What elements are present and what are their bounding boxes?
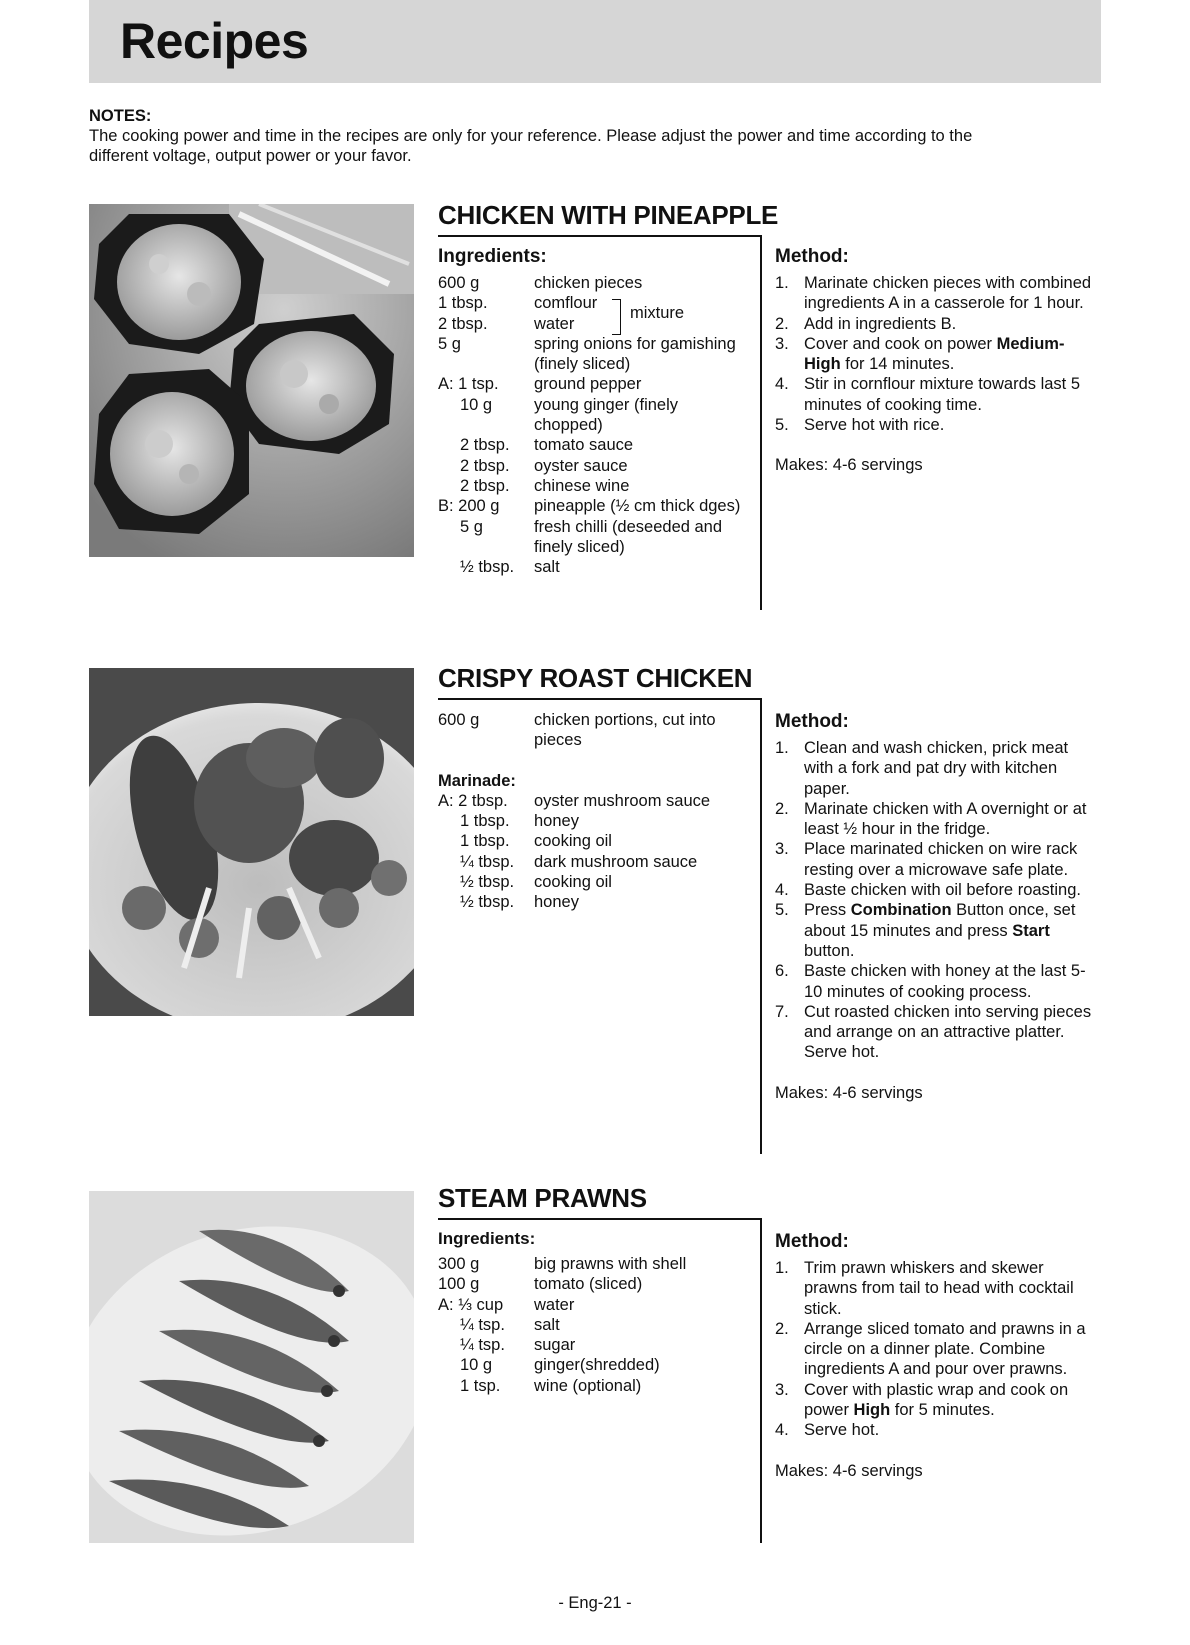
method-step bbox=[775, 1258, 1100, 1319]
ingredients-heading: Ingredients: bbox=[438, 1229, 536, 1248]
ingredient-name: oyster sauce bbox=[534, 456, 628, 475]
ingredient-qty: 2 tbsp. bbox=[460, 436, 510, 455]
servings-note: Makes: 4-6 servings bbox=[775, 1083, 923, 1102]
notes-heading: NOTES: bbox=[89, 107, 152, 125]
roast-chicken-column-divider bbox=[760, 698, 762, 1154]
method-list bbox=[775, 1258, 1100, 1441]
ingredient-name: tomato sauce bbox=[534, 436, 634, 455]
roast-chicken-photo bbox=[89, 668, 414, 1016]
ingredient-name: salt bbox=[534, 558, 560, 577]
method-step bbox=[775, 314, 1100, 334]
roast-chicken-title: CRISPY ROAST CHICKEN bbox=[438, 663, 753, 693]
ingredient-row bbox=[438, 892, 748, 912]
ingredient-name: chinese wine bbox=[534, 476, 630, 495]
step-text: Add in ingredients B. bbox=[804, 314, 957, 333]
ingredient-qty: 2 tbsp. bbox=[438, 314, 488, 333]
method-step bbox=[775, 1420, 1100, 1440]
method-list bbox=[775, 738, 1100, 1063]
ingredient-name: comflour bbox=[534, 294, 598, 313]
start-button-label: Start bbox=[1012, 921, 1050, 940]
chicken-pineapple-title-rule bbox=[438, 235, 762, 237]
ingredient-name: honey bbox=[534, 893, 579, 912]
ingredient-qty: 1 tbsp. bbox=[460, 812, 510, 831]
power-level: High bbox=[853, 1401, 891, 1420]
method-step bbox=[775, 334, 1100, 375]
ingredient-qty: ¼ tsp. bbox=[460, 1315, 505, 1334]
step-number: 3. bbox=[775, 1380, 789, 1399]
ingredient-qty: 600 g bbox=[438, 274, 480, 292]
step-text: Serve hot. bbox=[804, 1421, 880, 1440]
ingredient-name: fresh chilli (deseeded and finely sliced) bbox=[534, 517, 723, 556]
ingredient-row bbox=[438, 710, 748, 751]
ingredient-name: cooking oil bbox=[534, 873, 612, 892]
ingredient-row bbox=[438, 1295, 748, 1315]
steam-prawns-photo bbox=[89, 1191, 414, 1543]
ingredient-name: wine (optional) bbox=[534, 1376, 642, 1395]
ingredient-row bbox=[438, 1376, 748, 1396]
ingredient-name: water bbox=[534, 314, 575, 333]
step-text: Cover and cook on power Medium-High for 14 minutes. bbox=[804, 334, 1065, 374]
header-band bbox=[89, 0, 1101, 83]
ingredient-qty: 1 tsp. bbox=[460, 1376, 501, 1395]
ingredient-row bbox=[438, 496, 748, 516]
ingredient-row bbox=[438, 1355, 748, 1375]
ingredient-qty: 5 g bbox=[438, 334, 461, 353]
notes-text-line-1: The cooking power and time in the recipes are only for your reference. Please adjust the power and time according to the bbox=[89, 127, 973, 145]
method-heading: Method: bbox=[775, 711, 849, 732]
ingredient-name: ginger(shredded) bbox=[534, 1356, 660, 1375]
ingredient-row bbox=[438, 435, 748, 455]
method-step bbox=[775, 900, 1100, 961]
ingredient-row bbox=[438, 476, 748, 496]
step-text: Cut roasted chicken into serving pieces and arrange on an attractive platter. Serve hot. bbox=[804, 1002, 1092, 1062]
step-text: Cover with plastic wrap and cook on power High for 5 minutes. bbox=[804, 1380, 1069, 1420]
ingredient-row bbox=[438, 831, 748, 851]
steam-prawns-title-rule bbox=[438, 1218, 762, 1220]
ingredient-qty: A: 2 tbsp. bbox=[438, 791, 508, 810]
ingredient-qty: ½ tbsp. bbox=[460, 893, 515, 912]
ingredients-heading: Ingredients: bbox=[438, 246, 547, 267]
step-number: 1. bbox=[775, 739, 789, 757]
mixture-label: mixture bbox=[630, 304, 685, 323]
ingredient-name: ground pepper bbox=[534, 375, 642, 394]
servings-note: Makes: 4-6 servings bbox=[775, 456, 923, 475]
chicken-pineapple-column-divider bbox=[760, 235, 762, 610]
mixture-bracket bbox=[612, 299, 621, 335]
ingredient-row bbox=[438, 1254, 748, 1274]
step-number: 4. bbox=[775, 881, 789, 900]
ingredient-name: sugar bbox=[534, 1336, 576, 1355]
method-step bbox=[775, 415, 1100, 435]
method-step bbox=[775, 799, 1100, 840]
step-text: Clean and wash chicken, prick meat with a fork and pat dry with kitchen paper. bbox=[804, 739, 1069, 798]
method-step bbox=[775, 374, 1100, 415]
step-text: Marinate chicken with A overnight or at least ½ hour in the fridge. bbox=[804, 799, 1087, 839]
ingredient-qty: 300 g bbox=[438, 1255, 480, 1273]
ingredient-row bbox=[438, 1335, 748, 1355]
ingredient-row bbox=[438, 334, 748, 375]
step-text: Baste chicken with honey at the last 5-10 minutes of cooking process. bbox=[804, 962, 1086, 1001]
ingredient-qty: 1 tbsp. bbox=[438, 294, 488, 313]
page-title: Recipes bbox=[120, 13, 309, 69]
method-list bbox=[775, 273, 1100, 435]
ingredient-row bbox=[438, 395, 748, 436]
step-number: 5. bbox=[775, 901, 789, 920]
step-text: Baste chicken with oil before roasting. bbox=[804, 881, 1081, 900]
ingredient-qty: ½ tbsp. bbox=[460, 873, 515, 892]
ingredient-name: oyster mushroom sauce bbox=[534, 791, 711, 810]
chicken-pineapple-ingredients bbox=[438, 245, 748, 577]
ingredient-qty: ½ tbsp. bbox=[460, 558, 515, 577]
step-number: 7. bbox=[775, 1002, 789, 1021]
step-number: 4. bbox=[775, 375, 789, 394]
steam-prawns-column-divider bbox=[760, 1218, 762, 1543]
ingredient-name: pineapple (½ cm thick dges) bbox=[534, 497, 741, 516]
ingredient-row bbox=[438, 811, 748, 831]
ingredient-row bbox=[438, 273, 748, 293]
steam-prawns-method bbox=[775, 1230, 1100, 1481]
step-number: 6. bbox=[775, 962, 789, 981]
ingredient-name: honey bbox=[534, 812, 579, 831]
step-text: Arrange sliced tomato and prawns in a circle on a dinner plate. Combine ingredients A and pour over prawns. bbox=[804, 1319, 1086, 1379]
method-step bbox=[775, 839, 1100, 880]
ingredient-name: young ginger (finely chopped) bbox=[534, 395, 679, 435]
ingredient-name: chicken pieces bbox=[534, 274, 643, 292]
step-number: 2. bbox=[775, 1319, 789, 1338]
combination-button-label: Combination bbox=[850, 901, 952, 920]
step-number: 1. bbox=[775, 1259, 789, 1277]
ingredient-qty: ¼ tsp. bbox=[460, 1336, 505, 1355]
roast-chicken-title-rule bbox=[438, 698, 762, 700]
ingredient-name: water bbox=[534, 1295, 575, 1314]
ingredient-qty: 1 tbsp. bbox=[460, 832, 510, 851]
page-number: - Eng-21 - bbox=[558, 1594, 632, 1612]
ingredient-qty: ¼ tbsp. bbox=[460, 852, 515, 871]
chicken-pineapple-title: CHICKEN WITH PINEAPPLE bbox=[438, 200, 779, 230]
ingredient-name: dark mushroom sauce bbox=[534, 852, 698, 871]
notes-section bbox=[89, 106, 1089, 166]
marinade-heading: Marinade: bbox=[438, 771, 516, 790]
ingredient-qty: B: 200 g bbox=[438, 497, 500, 516]
step-number: 3. bbox=[775, 334, 789, 353]
step-text: Serve hot with rice. bbox=[804, 416, 945, 435]
step-text: Place marinated chicken on wire rack resting over a microwave safe plate. bbox=[804, 840, 1078, 879]
method-step bbox=[775, 1002, 1100, 1063]
method-step bbox=[775, 1380, 1100, 1421]
chicken-pineapple-method bbox=[775, 245, 1100, 476]
ingredient-row bbox=[438, 1274, 748, 1294]
ingredient-row bbox=[438, 852, 748, 872]
method-step bbox=[775, 738, 1100, 799]
method-step bbox=[775, 880, 1100, 900]
chicken-pineapple-photo bbox=[89, 204, 414, 557]
step-number: 1. bbox=[775, 274, 789, 292]
roast-chicken-method bbox=[775, 710, 1100, 1103]
ingredient-name: big prawns with shell bbox=[534, 1255, 687, 1273]
ingredient-qty: 5 g bbox=[460, 517, 483, 536]
ingredient-qty: 10 g bbox=[460, 395, 493, 414]
ingredient-name: spring onions for gamishing (finely sliced) bbox=[534, 334, 736, 374]
ingredient-row bbox=[438, 557, 748, 577]
ingredient-row bbox=[438, 517, 748, 558]
ingredient-qty: 2 tbsp. bbox=[460, 476, 510, 495]
steam-prawns-ingredients bbox=[438, 1228, 748, 1396]
ingredient-qty: A: ⅓ cup bbox=[438, 1295, 504, 1314]
power-level: Medium-High bbox=[804, 334, 1065, 374]
ingredient-name: tomato (sliced) bbox=[534, 1275, 643, 1294]
ingredient-name: salt bbox=[534, 1315, 560, 1334]
method-step bbox=[775, 273, 1100, 314]
servings-note: Makes: 4-6 servings bbox=[775, 1461, 923, 1480]
method-heading: Method: bbox=[775, 246, 849, 267]
step-number: 3. bbox=[775, 840, 789, 859]
step-number: 5. bbox=[775, 416, 789, 435]
ingredient-qty: A: 1 tsp. bbox=[438, 375, 499, 394]
ingredient-qty: 600 g bbox=[438, 711, 480, 729]
ingredient-qty: 10 g bbox=[460, 1356, 493, 1375]
method-step bbox=[775, 961, 1100, 1002]
ingredient-name: chicken portions, cut into pieces bbox=[534, 711, 716, 750]
step-text: Trim prawn whiskers and skewer prawns from tail to head with cocktail stick. bbox=[804, 1259, 1074, 1318]
ingredient-qty: 100 g bbox=[438, 1275, 480, 1294]
roast-chicken-ingredients bbox=[438, 710, 748, 913]
ingredient-row bbox=[438, 456, 748, 476]
ingredient-row bbox=[438, 872, 748, 892]
step-text: Stir in cornflour mixture towards last 5 minutes of cooking time. bbox=[804, 375, 1081, 414]
mixture-group bbox=[438, 293, 748, 334]
step-number: 2. bbox=[775, 314, 789, 333]
notes-text-line-2: different voltage, output power or your favor. bbox=[89, 147, 412, 165]
ingredient-row bbox=[438, 791, 748, 811]
step-text: Marinate chicken pieces with combined ingredients A in a casserole for 1 hour. bbox=[804, 274, 1092, 313]
ingredient-row bbox=[438, 374, 748, 394]
step-number: 2. bbox=[775, 799, 789, 818]
ingredient-name: cooking oil bbox=[534, 832, 612, 851]
method-step bbox=[775, 1319, 1100, 1380]
steam-prawns-title: STEAM PRAWNS bbox=[438, 1183, 647, 1213]
step-number: 4. bbox=[775, 1421, 789, 1440]
step-text: Press Combination Button once, set about 15 minutes and press Start button. bbox=[804, 901, 1076, 960]
method-heading: Method: bbox=[775, 1231, 849, 1252]
ingredient-qty: 2 tbsp. bbox=[460, 456, 510, 475]
ingredient-row bbox=[438, 1315, 748, 1335]
